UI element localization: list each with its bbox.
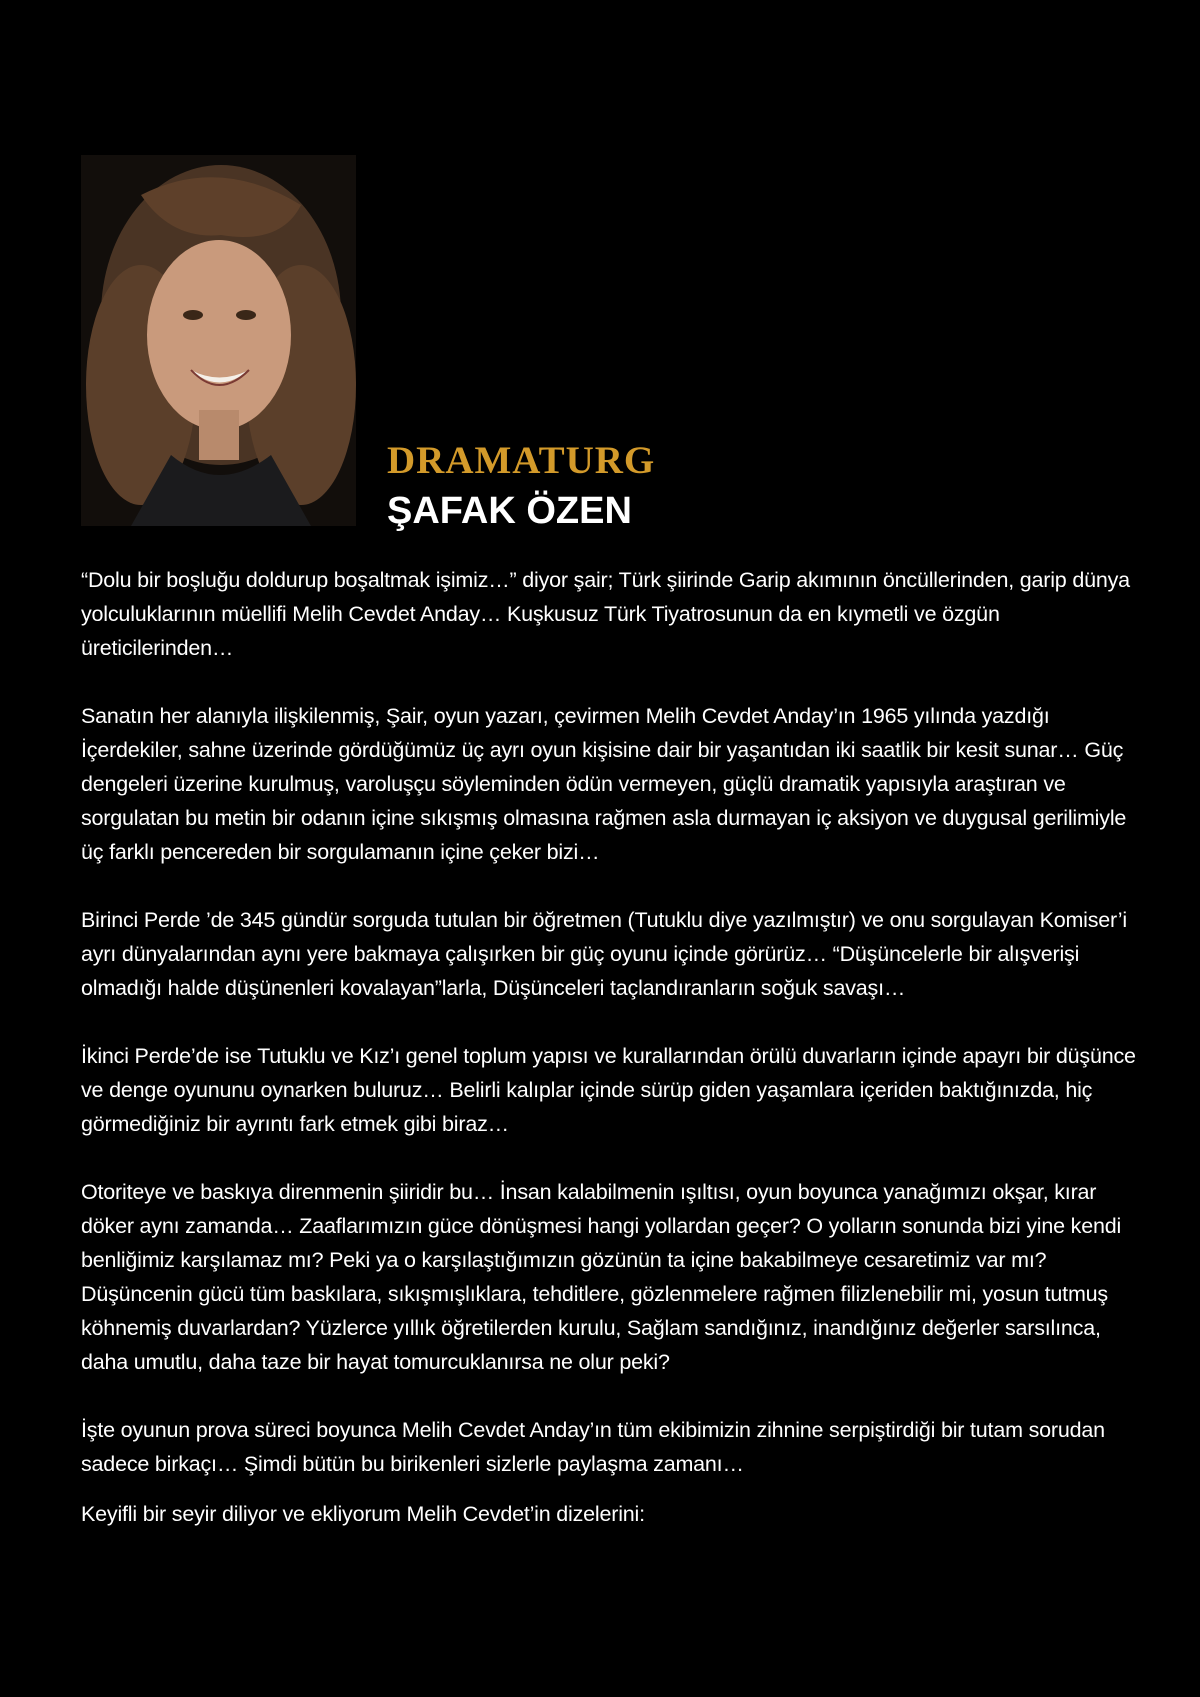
paragraph: Otoriteye ve baskıya direnmenin şiiridir bu… İnsan kalabilmenin ışıltısı, oyun boyunca yanağımızı okşar, kırar döker aynı zamanda… Zaaflarımızın güce dönüşmesi hangi yollardan geçer? O yolların sonunda bizi yine kendi benliğimiz karşılamaz mı? Peki ya o karşılaştığımızın gözünün ta içine bakabilmeye cesaretimiz var mı? Düşüncenin gücü tüm baskılara, sıkışmışlıklara, tehditlere, gözlenmelere rağmen filizlenebilir mi, yosun tutmuş köhnemiş duvarlardan? Yüzlerce yıllık öğretilerden kurulu, Sağlam sandığınız, inandığınız değerler sarsılınca, daha umutlu, daha taze bir hayat tomurcuklanırsa ne olur peki? [81, 1180, 1122, 1374]
paragraph: Keyifli bir seyir diliyor ve ekliyorum Melih Cevdet’in dizelerini: [81, 1502, 645, 1526]
paragraph: İkinci Perde’de ise Tutuklu ve Kız’ı genel toplum yapısı ve kurallarından örülü duvarların içinde apayrı bir düşünce ve denge oyununu oynarken buluruz… Belirli kalıplar içinde sürüp giden yaşamlara içeriden baktığınızda, hiç görmediğiniz bir ayrıntı fark etmek gibi biraz… [81, 1044, 1136, 1136]
paragraph: Sanatın her alanıyla ilişkilenmiş, Şair, oyun yazarı, çevirmen Melih Cevdet Anday’ın 1965 yılında yazdığı İçerdekiler, sahne üzerinde gördüğümüz üç ayrı oyun kişisine dair bir yaşantıdan iki saatlik bir kesit sunar… Güç dengeleri üzerine kurulmuş, varoluşçu söyleminden ödün vermeyen, güçlü dramatik yapısıyla araştıran ve sorgulatan bu metin bir odanın içine sıkışmış olmasına rağmen asla durmayan iç aksiyon ve duygusal gerilimiyle üç farklı pencereden bir sorgulamanın içine çeker bizi… [81, 704, 1127, 864]
paragraph: “Dolu bir boşluğu doldurup boşaltmak işimiz…” diyor şair; Türk şiirinde Garip akımının öncüllerinden, garip dünya yolculuklarının müellifi Melih Cevdet Anday… Kuşkusuz Türk Tiyatrosunun da en kıymetli ve özgün üreticilerinden… [81, 568, 1130, 660]
article-body [81, 563, 1141, 1565]
person-name: ŞAFAK ÖZEN [387, 490, 632, 532]
paragraph: İşte oyunun prova süreci boyunca Melih Cevdet Anday’ın tüm ekibimizin zihnine serpiştirdiği bir tutam sorudan sadece birkaçı… Şimdi bütün bu birikenleri sizlerle paylaşma zamanı… [81, 1418, 1105, 1476]
paragraph: Birinci Perde ’de 345 gündür sorguda tutulan bir öğretmen (Tutuklu diye yazılmıştır) ve onu sorgulayan Komiser’i ayrı dünyalarından aynı yere bakmaya çalışırken bir güç oyunu içinde görürüz… “Düşüncelerle bir alışverişi olmadığı halde düşünenleri kovalayan”larla, Düşünceleri taçlandıranların soğuk savaşı… [81, 908, 1127, 1000]
role-title: DRAMATURG [387, 439, 656, 482]
portrait-photo [81, 155, 356, 526]
